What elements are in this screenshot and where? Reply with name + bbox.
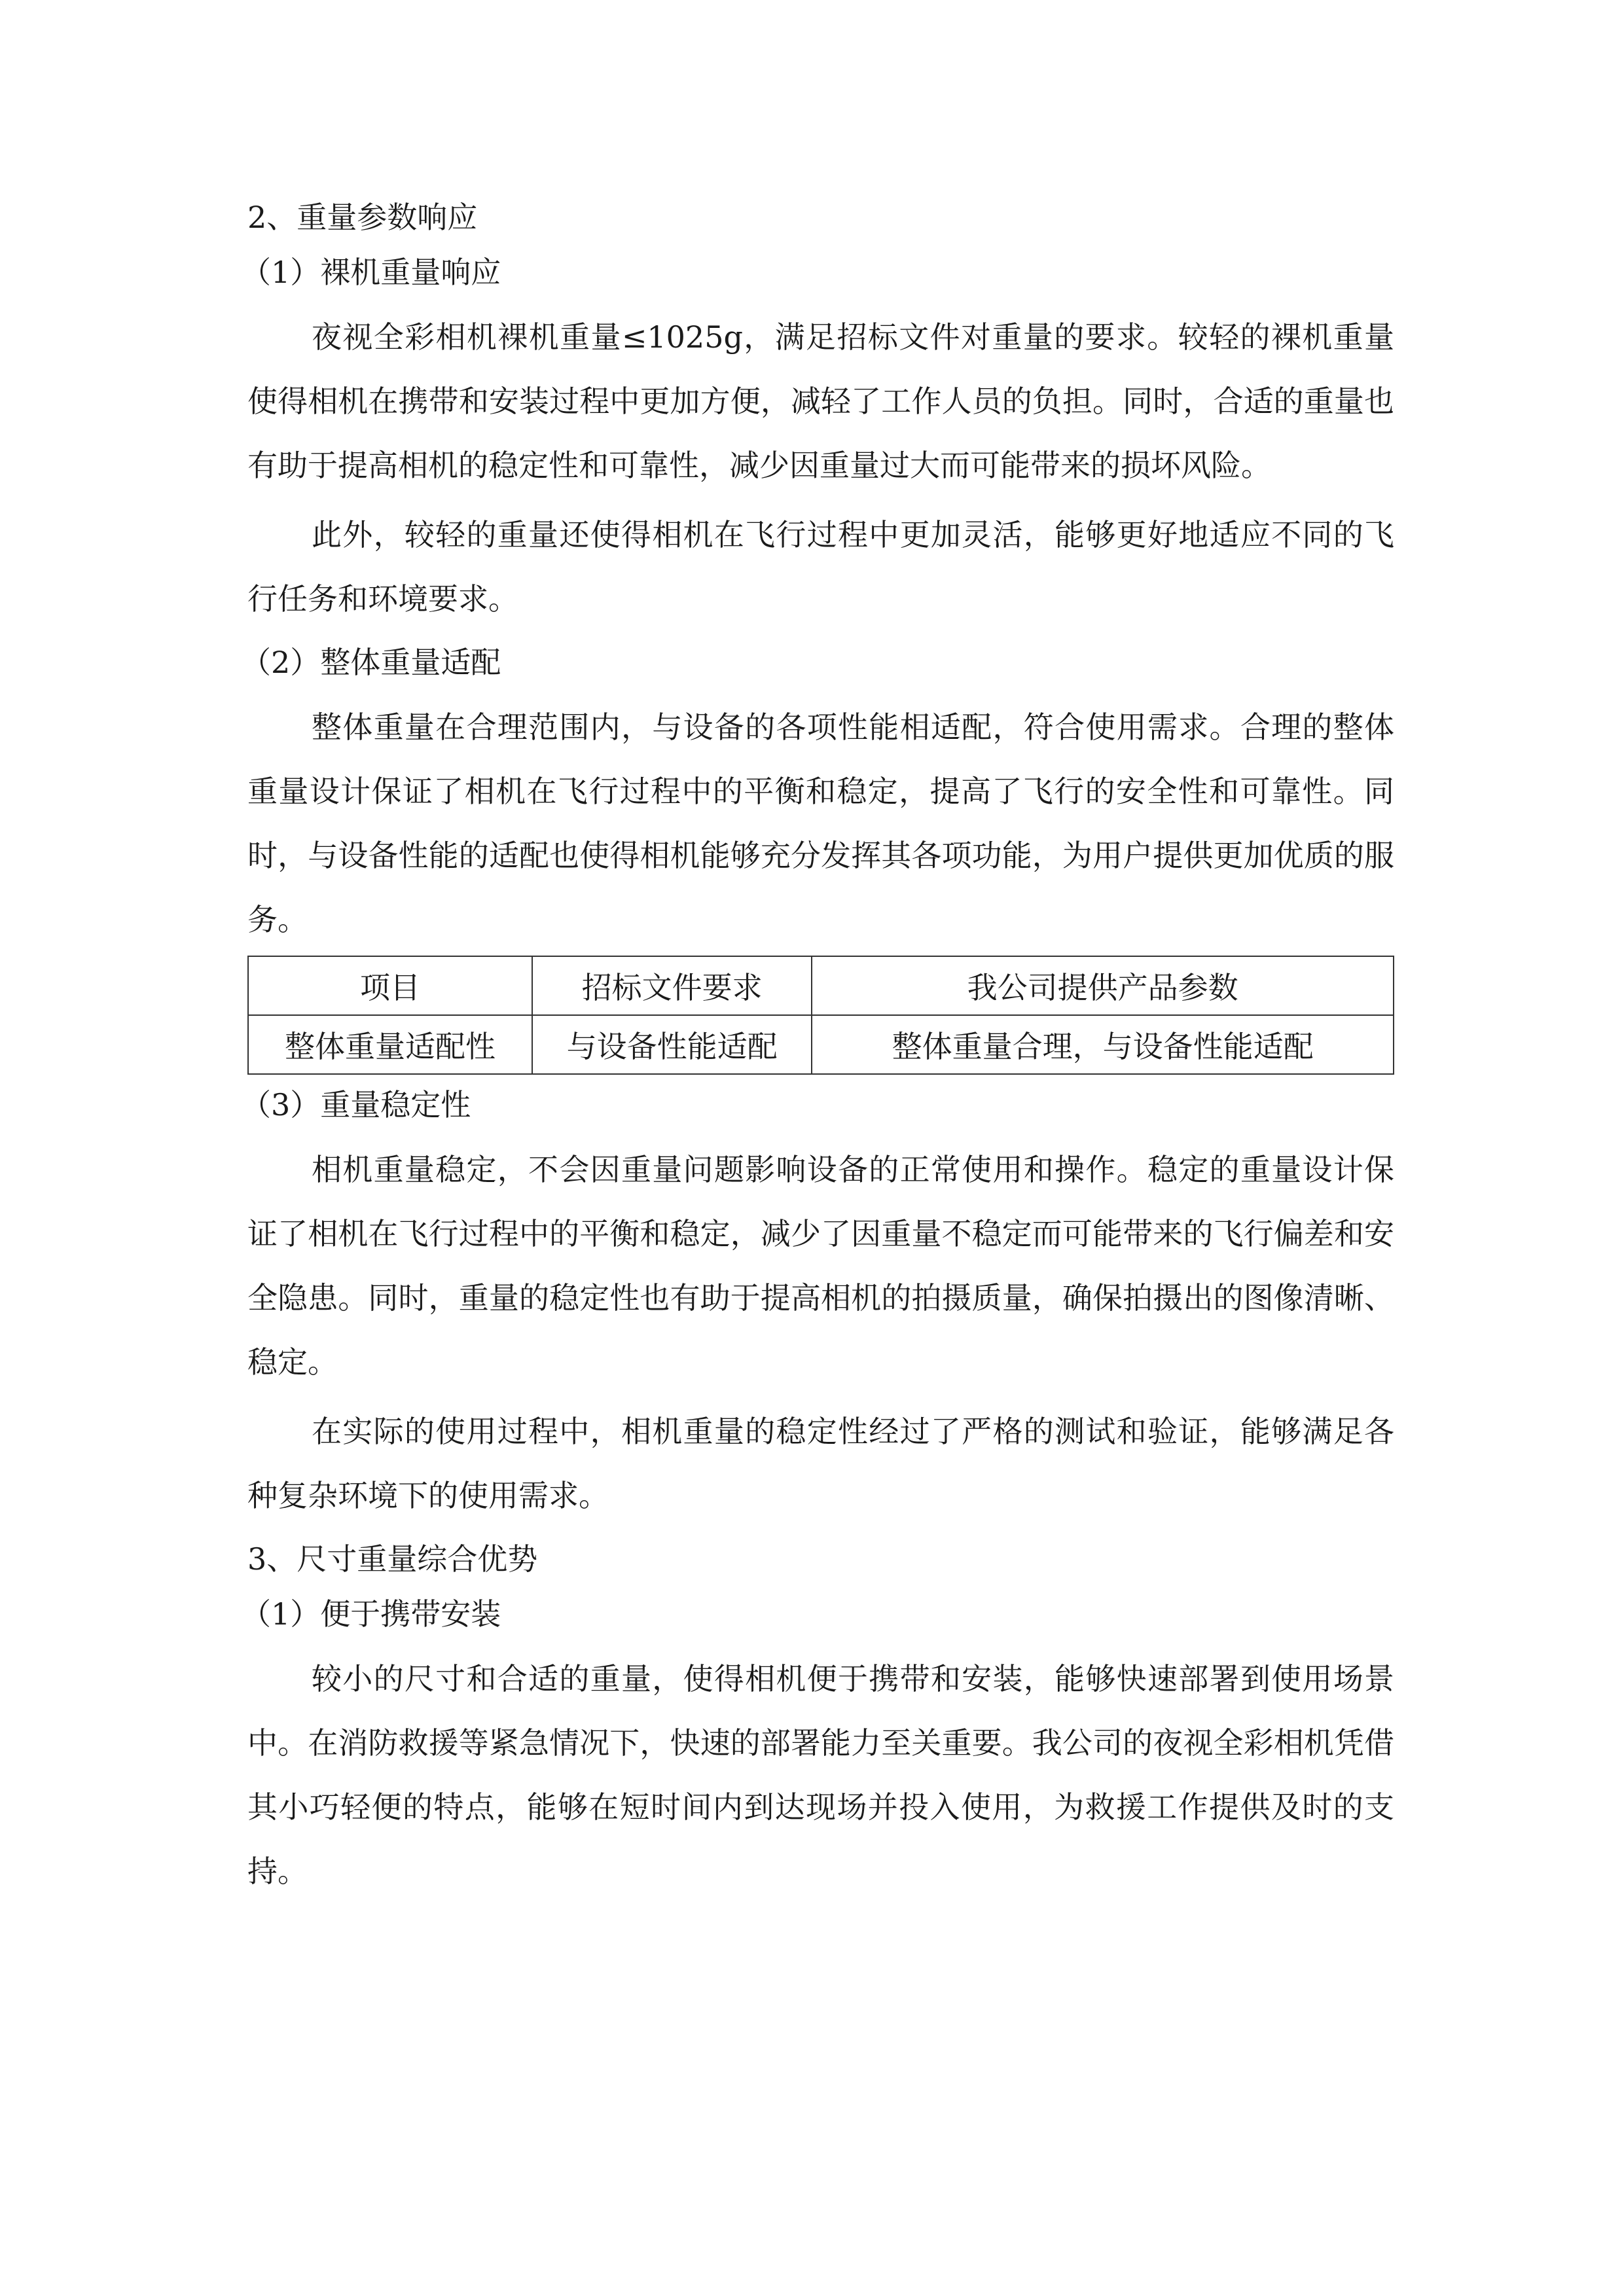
- paragraph: 此外，较轻的重量还使得相机在飞行过程中更加灵活，能够更好地适应不同的飞行任务和环境要求。: [247, 517, 1394, 617]
- table-header-cell: 项目: [248, 956, 532, 1015]
- section-2-heading: 2、重量参数响应: [247, 200, 478, 235]
- table-cell: 整体重量合理，与设备性能适配: [812, 1015, 1394, 1074]
- subsection-2-1-heading: （1）裸机重量响应: [241, 255, 501, 290]
- paragraph: 整体重量在合理范围内，与设备的各项性能相适配，符合使用需求。合理的整体重量设计保证了相机在飞行过程中的平衡和稳定，提高了飞行的安全性和可靠性。同时，与设备性能的适配也使得相机能够充分发挥其各项功能，为用户提供更加优质的服务。: [247, 709, 1394, 937]
- spec-table: [247, 956, 1394, 1075]
- table-cell: 与设备性能适配: [532, 1015, 812, 1074]
- table-header-row: [248, 956, 1394, 1015]
- table-row: [248, 1015, 1394, 1074]
- table-header-cell: 招标文件要求: [532, 956, 812, 1015]
- table-header-cell: 我公司提供产品参数: [812, 956, 1394, 1015]
- subsection-2-2-heading: （2）整体重量适配: [241, 645, 501, 680]
- document-page: [241, 190, 1394, 1907]
- table-cell: 整体重量适配性: [248, 1015, 532, 1074]
- paragraph: 相机重量稳定，不会因重量问题影响设备的正常使用和操作。稳定的重量设计保证了相机在飞行过程中的平衡和稳定，减少了因重量不稳定而可能带来的飞行偏差和安全隐患。同时，重量的稳定性也有助于提高相机的拍摄质量，确保拍摄出的图像清晰、稳定。: [247, 1152, 1394, 1380]
- subsection-3-1-heading: （1）便于携带安装: [241, 1596, 501, 1632]
- paragraph: 在实际的使用过程中，相机重量的稳定性经过了严格的测试和验证，能够满足各种复杂环境下的使用需求。: [247, 1414, 1394, 1513]
- paragraph: 夜视全彩相机裸机重量≤1025g，满足招标文件对重量的要求。较轻的裸机重量使得相机在携带和安装过程中更加方便，减轻了工作人员的负担。同时，合适的重量也有助于提高相机的稳定性和可靠性，减少因重量过大而可能带来的损坏风险。: [247, 319, 1394, 483]
- subsection-2-3-heading: （3）重量稳定性: [241, 1087, 471, 1122]
- paragraph: 较小的尺寸和合适的重量，使得相机便于携带和安装，能够快速部署到使用场景中。在消防救援等紧急情况下，快速的部署能力至关重要。我公司的夜视全彩相机凭借其小巧轻便的特点，能够在短时间内到达现场并投入使用，为救援工作提供及时的支持。: [247, 1661, 1394, 1889]
- section-3-heading: 3、尺寸重量综合优势: [247, 1541, 538, 1577]
